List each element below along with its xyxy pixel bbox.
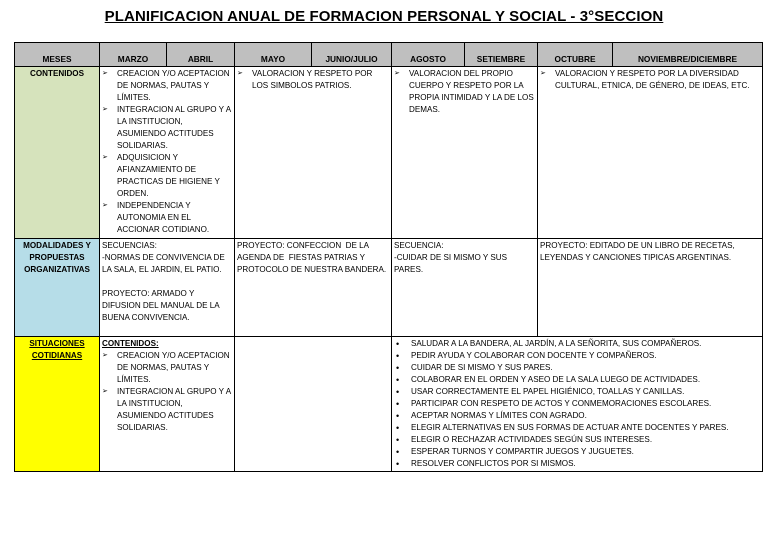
list-item: • CUIDAR DE SI MISMO Y SUS PARES. (396, 362, 760, 374)
list-item: ➢ INTEGRACION AL GRUPO Y A LA INSTITUCION, ASUMIENDO ACTITUDES SOLIDARIAS. (102, 104, 232, 152)
cell-modalidades-agosto-setiembre: SECUENCIA: -CUIDAR DE SI MISMO Y SUS PARES. (392, 239, 538, 337)
header-agosto: AGOSTO (392, 43, 465, 67)
list-item: • PEDIR AYUDA Y COLABORAR CON DOCENTE Y COMPAÑEROS. (396, 350, 760, 362)
row-situaciones (15, 337, 763, 472)
list-item: • ELEGIR O RECHAZAR ACTIVIDADES SEGÚN SUS INTERESES. (396, 434, 760, 446)
list-item: • USAR CORRECTAMENTE EL PAPEL HIGIÉNICO, TOALLAS Y CANILLAS. (396, 386, 760, 398)
list-item: • ACEPTAR NORMAS Y LÍMITES CON AGRADO. (396, 410, 760, 422)
cell-contenidos-mayo-junio (235, 67, 392, 239)
cell-contenidos-marzo-abril (100, 67, 235, 239)
list-item: • COLABORAR EN EL ORDEN Y ASEO DE LA SALA LUEGO DE ACTIVIDADES. (396, 374, 760, 386)
cell-modalidades-marzo-abril: SECUENCIAS: -NORMAS DE CONVIVENCIA DE LA SALA, EL JARDIN, EL PATIO. PROYECTO: ARMADO Y DIFUSION DEL MANUAL DE LA BUENA CONVIVENCIA. (100, 239, 235, 337)
list-item: ➢ CREACION Y/O ACEPTACION DE NORMAS, PAUTAS Y LÍMITES. (102, 350, 232, 386)
header-octubre: OCTUBRE (538, 43, 613, 67)
list-item: • ESPERAR TURNOS Y COMPARTIR JUEGOS Y JUGUETES. (396, 446, 760, 458)
header-setiembre: SETIEMBRE (465, 43, 538, 67)
document-title: PLANIFICACION ANUAL DE FORMACION PERSONAL Y SOCIAL - 3°SECCION (104, 8, 664, 25)
header-marzo: MARZO (100, 43, 167, 67)
row-contenidos (15, 67, 763, 239)
planning-table (14, 42, 763, 472)
cell-modalidades-octubre-noviembre: PROYECTO: EDITADO DE UN LIBRO DE RECETAS, LEYENDAS Y CANCIONES TIPICAS ARGENTINAS. (538, 239, 763, 337)
list-item: • RESOLVER CONFLICTOS POR SI MISMOS. (396, 458, 760, 470)
list-item: • ELEGIR ALTERNATIVAS EN SUS FORMAS DE ACTUAR ANTE DOCENTES Y PARES. (396, 422, 760, 434)
contenidos-list-agosto-setiembre (394, 68, 535, 116)
list-item: ➢ ADQUISICION Y AFIANZAMIENTO DE PRACTICAS DE HIGIENE Y ORDEN. (102, 152, 232, 200)
list-item: ➢ VALORACION Y RESPETO POR LA DIVERSIDAD CULTURAL, ETNICA, DE GÉNERO, DE IDEAS, ETC. (540, 68, 760, 92)
list-item: ➢ VALORACION Y RESPETO POR LOS SIMBOLOS PATRIOS. (237, 68, 389, 92)
list-item: ➢ INTEGRACION AL GRUPO Y A LA INSTITUCION, ASUMIENDO ACTITUDES SOLIDARIAS. (102, 386, 232, 434)
header-abril: ABRIL (167, 43, 235, 67)
contenidos-list-marzo-abril (102, 68, 232, 236)
label-contenidos: CONTENIDOS (15, 67, 100, 239)
cell-situaciones-marzo-abril (100, 337, 235, 472)
situaciones-list (394, 338, 760, 470)
label-modalidades: MODALIDADES Y PROPUESTAS ORGANIZATIVAS (15, 239, 100, 337)
header-noviembre-diciembre: NOVIEMBRE/DICIEMBRE (613, 43, 763, 67)
cell-contenidos-agosto-setiembre (392, 67, 538, 239)
list-item: ➢ CREACION Y/O ACEPTACION DE NORMAS, PAUTAS Y LÍMITES. (102, 68, 232, 104)
contenidos-list-octubre-noviembre (540, 68, 760, 92)
label-situaciones-text: SITUACIONES COTIDIANAS (29, 339, 85, 360)
cell-situaciones-mayo-junio (235, 337, 392, 472)
situaciones-contenidos-list (102, 350, 232, 434)
list-item: ➢ VALORACION DEL PROPIO CUERPO Y RESPETO POR LA PROPIA INTIMIDAD Y LA DE LOS DEMAS. (394, 68, 535, 116)
header-junio-julio: JUNIO/JULIO (312, 43, 392, 67)
list-item: • SALUDAR A LA BANDERA, AL JARDÍN, A LA SEÑORITA, SUS COMPAÑEROS. (396, 338, 760, 350)
label-situaciones (15, 337, 100, 472)
row-modalidades (15, 239, 763, 337)
situaciones-contenidos-heading: CONTENIDOS: (102, 339, 159, 348)
cell-contenidos-octubre-noviembre (538, 67, 763, 239)
header-meses: MESES (15, 43, 100, 67)
cell-modalidades-mayo-junio: PROYECTO: CONFECCION DE LA AGENDA DE FIESTAS PATRIAS Y PROTOCOLO DE NUESTRA BANDERA. (235, 239, 392, 337)
cell-situaciones-list (392, 337, 763, 472)
list-item: • PARTICIPAR CON RESPETO DE ACTOS Y CONMEMORACIONES ESCOLARES. (396, 398, 760, 410)
list-item: ➢ INDEPENDENCIA Y AUTONOMIA EN EL ACCIONAR COTIDIANO. (102, 200, 232, 236)
contenidos-list-mayo-junio (237, 68, 389, 92)
header-mayo: MAYO (235, 43, 312, 67)
header-row (15, 43, 763, 67)
